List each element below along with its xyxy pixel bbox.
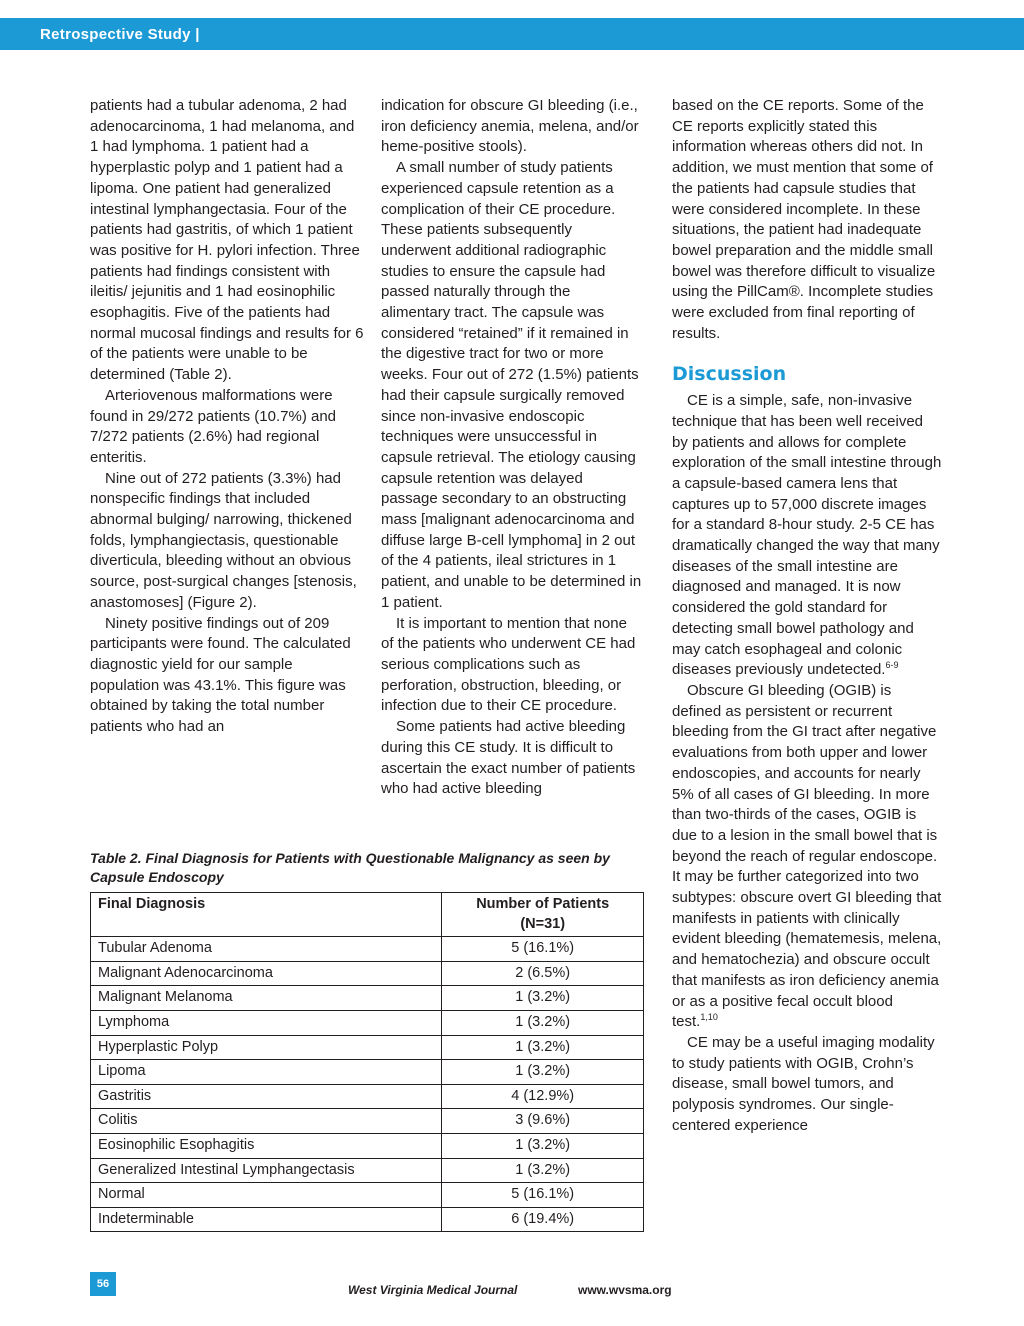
- table-row: [91, 1183, 644, 1208]
- diagnosis-cell: Colitis: [91, 1109, 442, 1134]
- discussion-heading: Discussion: [672, 363, 787, 386]
- col2-paragraph-3: It is important to mention that none of the patients who underwent CE had serious complications such as perforation, obstruction, bleeding, or infection due to their CE procedure.: [381, 614, 636, 715]
- table-row: [91, 1035, 644, 1060]
- header-number-of-patients: [442, 893, 644, 937]
- col1-paragraph-1: patients had a tubular adenoma, 2 had adenocarcinoma, 1 had melanoma, and 1 had lymphoma. 1 patient had a hyperplastic polyp and 1 patient had a lipoma. One patient had generalized intestinal lymphangectasia. Four of the patients had gastritis, of which 1 patient was positive for H. pylori infection. Three patients had findings consistent with ileitis/ jejunitis and 1 had eosinophilic esophagitis. Five of the patients had normal mucosal findings and results for 6 of the patients were unable to be determined (Table 2).: [90, 97, 364, 384]
- diagnosis-cell: Normal: [91, 1183, 442, 1208]
- count-cell: 1 (3.2%): [442, 1158, 644, 1183]
- table-header-row: [91, 893, 644, 937]
- diagnosis-cell: Eosinophilic Esophagitis: [91, 1133, 442, 1158]
- table-row: [91, 1109, 644, 1134]
- discussion-paragraph-2-text: Obscure GI bleeding (OGIB) is defined as persistent or recurrent bleeding from the GI tract after negative evaluations from both upper and lower endoscopies, and accounts for nearly 5% of all cases of GI bleeding. In more than two-thirds of the cases, OGIB is due to a lesion in the small bowel that is beyond the reach of regular endoscope. It may be further categorized into two subtypes: obscure overt GI bleeding that manifests in patients with clinically evident bleeding (hematemesis, melena, and hematochezia) and obscure occult that manifests as iron deficiency anemia or as a positive fecal occult blood test.: [672, 681, 942, 1031]
- col1-paragraph-3: Nine out of 272 patients (3.3%) had nonspecific findings that included abnormal bulging/ narrowing, thickened folds, lymphangiectasis, questionable diverticula, bleeding without an obvious source, post-surgical changes [stenosis, anastomoses] (Figure 2).: [90, 469, 357, 611]
- column-3: [672, 96, 942, 1136]
- table-row: [91, 1010, 644, 1035]
- count-cell: 1 (3.2%): [442, 1010, 644, 1035]
- count-cell: 5 (16.1%): [442, 1183, 644, 1208]
- col2-paragraph-4: Some patients had active bleeding during this CE study. It is difficult to ascertain the exact number of patients who had active bleeding: [381, 718, 636, 798]
- discussion-paragraph-1-text: CE is a simple, safe, non-invasive technique that has been well received by patients and allows for complete exploration of the small intestine through a capsule-based camera lens that captures up to 57,000 discrete images for a standard 8-hour study. 2-5 CE has dramatically changed the way that many diseases of the small intestine are diagnosed and managed. It is now considered the gold standard for detecting small bowel pathology and may catch esophageal and colonic diseases previously undetected.: [672, 392, 942, 679]
- count-cell: 3 (9.6%): [442, 1109, 644, 1134]
- col1-paragraph-4: Ninety positive findings out of 209 participants were found. The calculated diagnostic yield for our sample population was 43.1%. This figure was obtained by taking the total number patients who had an: [90, 614, 351, 736]
- header-number-line1: Number of Patients: [476, 896, 610, 912]
- header-final-diagnosis: Final Diagnosis: [91, 893, 442, 937]
- diagnosis-cell: Lymphoma: [91, 1010, 442, 1035]
- diagnosis-cell: Indeterminable: [91, 1207, 442, 1232]
- header-number-line2: (N=31): [520, 915, 566, 932]
- count-cell: 1 (3.2%): [442, 1133, 644, 1158]
- table-row: [91, 937, 644, 962]
- discussion-paragraph-3: CE may be a useful imaging modality to study patients with OGIB, Crohn’s disease, small bowel tumors, and polyposis syndromes. Our single-centered experience: [672, 1033, 935, 1134]
- diagnosis-cell: Malignant Melanoma: [91, 986, 442, 1011]
- diagnosis-cell: Gastritis: [91, 1084, 442, 1109]
- table-2: [90, 849, 644, 1232]
- table-row: [91, 961, 644, 986]
- table-row: [91, 986, 644, 1011]
- discussion-paragraph-1: [672, 391, 942, 681]
- table-row: [91, 1060, 644, 1085]
- count-cell: 2 (6.5%): [442, 961, 644, 986]
- section-header-band: [0, 18, 1024, 50]
- table-row: [91, 1158, 644, 1183]
- count-cell: 1 (3.2%): [442, 1060, 644, 1085]
- count-cell: 5 (16.1%): [442, 937, 644, 962]
- col1-paragraph-2: Arteriovenous malformations were found in 29/272 patients (10.7%) and 7/272 patients (2.6%) had regional enteritis.: [90, 386, 337, 466]
- diagnosis-cell: Malignant Adenocarcinoma: [91, 961, 442, 986]
- col2-paragraph-1: indication for obscure GI bleeding (i.e., iron deficiency anemia, melena, and/or heme-positive stools).: [381, 97, 639, 156]
- col3-paragraph-1: based on the CE reports. Some of the CE reports explicitly stated this information whereas others did not. In addition, we must mention that some of the patients had capsule studies that were considered incomplete. In these situations, the patient had inadequate bowel preparation and the middle small bowel was therefore difficult to visualize using the PillCam®. Incomplete studies were excluded from final reporting of results.: [672, 97, 936, 342]
- discussion-paragraph-2: [672, 681, 942, 1033]
- diagnosis-table: [90, 892, 644, 1232]
- table-row: [91, 1207, 644, 1232]
- diagnosis-cell: Hyperplastic Polyp: [91, 1035, 442, 1060]
- diagnosis-cell: Lipoma: [91, 1060, 442, 1085]
- column-1: [90, 96, 365, 738]
- count-cell: 6 (19.4%): [442, 1207, 644, 1232]
- table-caption: Table 2. Final Diagnosis for Patients with Questionable Malignancy as seen by Capsule Endoscopy: [90, 850, 610, 885]
- table-row: [91, 1133, 644, 1158]
- footer-url: www.wvsma.org: [578, 1283, 672, 1297]
- diagnosis-cell: Tubular Adenoma: [91, 937, 442, 962]
- col2-paragraph-2: A small number of study patients experienced capsule retention as a complication of their CE procedure. These patients subsequently underwent additional radiographic studies to ensure the capsule had passed naturally through the alimentary tract. The capsule was considered “retained” if it remained in the digestive tract for two or more weeks. Four out of 272 (1.5%) patients had their capsule surgically removed since non-invasive endoscopic techniques were unsuccessful in capsule retrieval. The etiology causing capsule retention was delayed passage secondary to an obstructing mass [malignant adenocarcinoma and diffuse large B-cell lymphoma] in 2 out of the 4 patients, ileal strictures in 1 patient, and unable to be determined in 1 patient.: [381, 159, 642, 611]
- citation-ref: 1,10: [700, 1012, 718, 1023]
- page-number: 56: [90, 1272, 116, 1296]
- section-label: Retrospective Study |: [40, 26, 200, 43]
- diagnosis-cell: Generalized Intestinal Lymphangectasis: [91, 1158, 442, 1183]
- footer-journal-name: West Virginia Medical Journal: [348, 1283, 518, 1297]
- citation-ref: 6-9: [885, 660, 899, 671]
- count-cell: 4 (12.9%): [442, 1084, 644, 1109]
- column-2: [381, 96, 643, 800]
- count-cell: 1 (3.2%): [442, 986, 644, 1011]
- count-cell: 1 (3.2%): [442, 1035, 644, 1060]
- table-row: [91, 1084, 644, 1109]
